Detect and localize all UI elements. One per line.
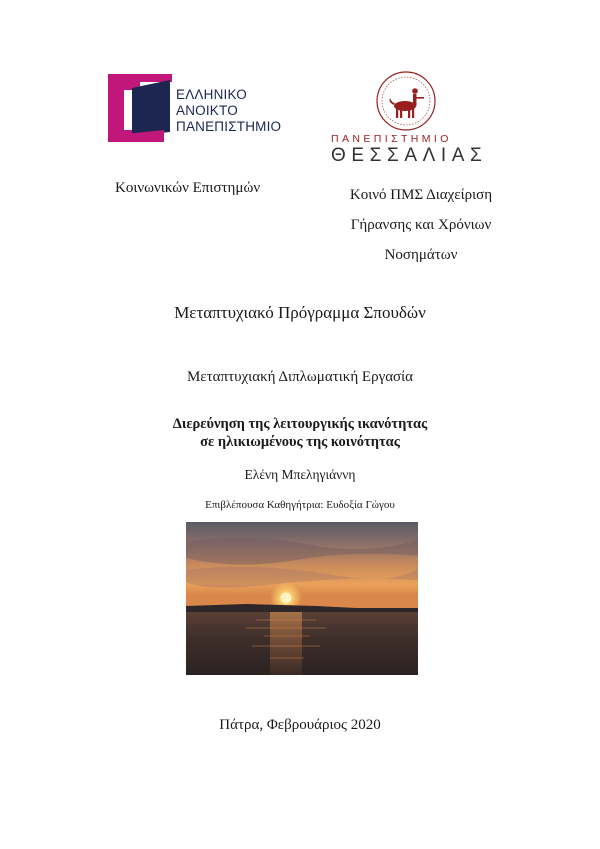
thesis-title-line2: σε ηλικιωμένους της κοινότητας (200, 434, 400, 450)
thesis-type: Μεταπτυχιακή Διπλωματική Εργασία (186, 369, 414, 385)
uth-logo-line1: ΠΑΝΕΠΙΣΤΗΜΙΟ (331, 133, 452, 145)
department-right-line1: Κοινό ΠΜΣ Διαχείριση (349, 187, 493, 203)
department-right-line2: Γήρανσης και Χρόνιων (350, 217, 492, 233)
author-name: Ελένη Μπεληγιάννη (244, 467, 356, 482)
department-left: Κοινωνικών Επιστημών (115, 180, 261, 196)
centaur-seal-icon (375, 70, 437, 132)
uth-logo-line2: ΘΕΣΣΑΛΙΑΣ (331, 145, 488, 166)
sunset-over-sea-photo (186, 522, 418, 675)
eap-logo-text (176, 87, 281, 135)
department-right (336, 180, 506, 270)
department-right-line3: Νοσημάτων (384, 247, 458, 263)
eap-logo-line1: ΕΛΛΗΝΙΚΟ (176, 87, 247, 102)
thesis-title (0, 415, 600, 451)
place-date: Πάτρα, Φεβρουάριος 2020 (219, 717, 381, 733)
supervisor: Επιβλέπουσα Καθηγήτρια: Ευδοξία Γώγου (205, 499, 395, 511)
program-title: Μεταπτυχιακό Πρόγραμμα Σπουδών (174, 303, 426, 322)
eap-logo-line2: ΑΝΟΙΚΤΟ (176, 103, 238, 118)
eap-logo-line3: ΠΑΝΕΠΙΣΤΗΜΙΟ (176, 119, 282, 134)
thesis-title-line1: Διερεύνηση της λειτουργικής ικανότητας (172, 416, 428, 432)
